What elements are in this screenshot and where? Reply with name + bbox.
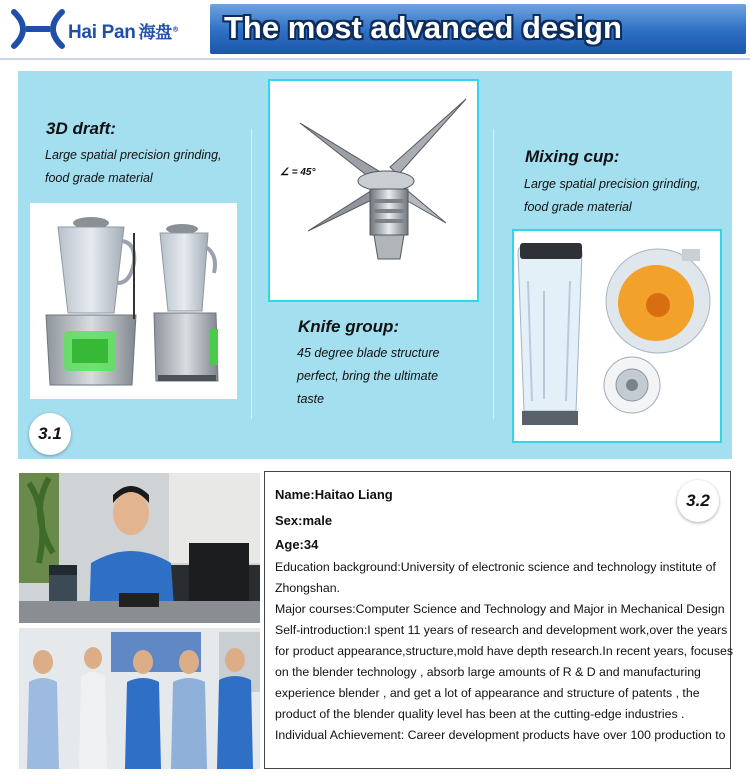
engineer-photo <box>19 473 260 623</box>
knife-image <box>268 79 479 302</box>
brand-logo <box>6 6 206 52</box>
banner-title: The most advanced design <box>224 10 622 45</box>
profile-info-box <box>264 471 731 769</box>
cup-title: Mixing cup: <box>525 147 620 166</box>
logo-text: Hai Pan 海盘® <box>68 22 179 43</box>
banner <box>210 4 746 54</box>
profile-text-line: Self-introduction:I spent 11 years of research and development work,over the years <box>275 623 728 637</box>
profile-text-line: Zhongshan. <box>275 581 340 595</box>
page-header <box>0 0 750 60</box>
knife-description: 45 degree blade structure perfect, bring the ultimate taste <box>297 346 440 406</box>
profile-sex: Sex:male <box>275 513 333 528</box>
profile-age: Age:34 <box>275 537 319 552</box>
profile-text-line: experience blender , and get a lot of appearance and structure of patents , the <box>275 686 700 700</box>
angle-label: ∠ = 45° <box>280 167 316 178</box>
haipan-logo-icon <box>10 8 66 50</box>
profile-text-line: Individual Achievement: Career development products have over 100 production to <box>275 728 726 742</box>
draft-render-image <box>30 203 237 399</box>
cup-description: Large spatial precision grinding, food grade material <box>524 177 701 214</box>
team-photo <box>19 628 260 769</box>
design-section <box>18 71 732 459</box>
profile-text-line: on the blender technology , absorb large amounts of R & D and manufacturing <box>275 665 701 679</box>
profile-text-line: Education background:University of electronic science and technology institute of <box>275 560 716 574</box>
column-divider <box>493 129 494 419</box>
profile-text-line: Major courses:Computer Science and Technology and Major in Mechanical Design <box>275 602 725 616</box>
profile-text-line: for product appearance,structure,mold have depth research.In recent years, focuses <box>275 644 733 658</box>
profile-name: Name:Haitao Liang <box>275 487 393 502</box>
draft-title: 3D draft: <box>46 119 116 138</box>
profile-text-line: product of the blender quality level has been at the cutting-edge industries . <box>275 707 685 721</box>
mixing-cup-image <box>512 229 722 443</box>
knife-title: Knife group: <box>298 317 400 336</box>
draft-description: Large spatial precision grinding, food grade material <box>45 148 222 185</box>
column-divider <box>251 129 252 419</box>
section-badge-3-1: 3.1 <box>29 413 71 455</box>
section-badge-3-2: 3.2 <box>677 480 719 522</box>
